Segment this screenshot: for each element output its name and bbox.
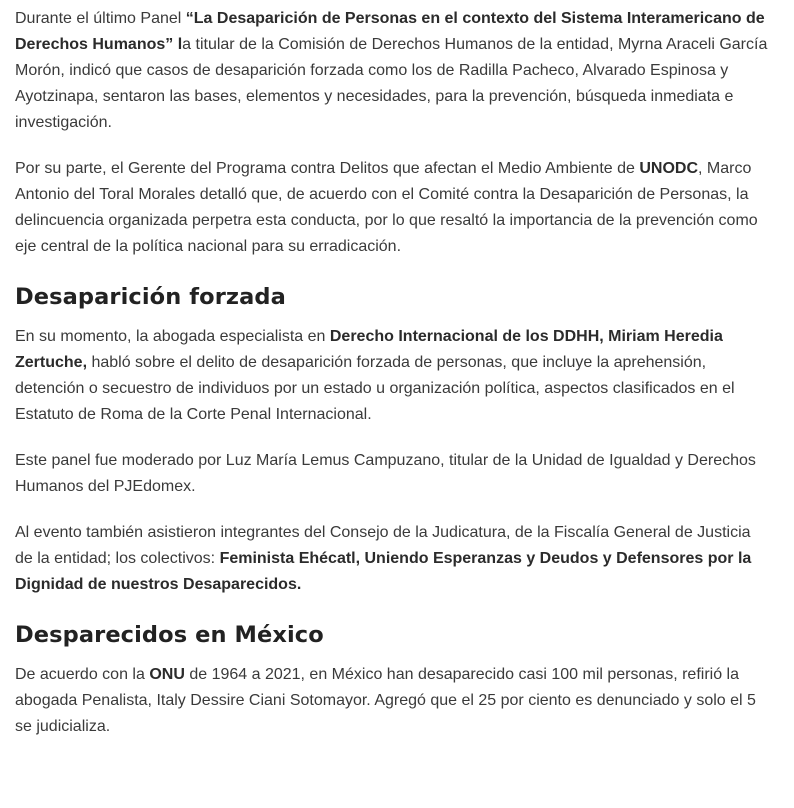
paragraph-heredia	[15, 324, 770, 428]
paragraph-text: Durante el último Panel	[15, 10, 186, 27]
section-heading-desaparicion-forzada: Desaparición forzada	[15, 284, 286, 310]
onu-bold: ONU	[149, 666, 185, 683]
paragraph-text: a titular de la Comisión de Derechos Humanos de la entidad, Myrna Araceli García Morón, indicó que casos de desaparición forzada como los de Radilla Pacheco, Alvarado Espinosa y Ayotzinapa, sentaron las bases, elementos y necesidades, para la prevención, búsqueda inmediata e investigación.	[15, 36, 768, 131]
paragraph-text: En su momento, la abogada especialista en	[15, 328, 330, 345]
paragraph-attendees	[15, 520, 770, 598]
panel-title-bold: “La Desaparición de Personas en el contexto del Sistema Interamericano de Derechos Humanos” l	[15, 10, 765, 53]
paragraph-text: Por su parte, el Gerente del Programa contra Delitos que afectan el Medio Ambiente de	[15, 160, 640, 177]
paragraph-text: Al evento también asistieron integrantes del Consejo de la Judicatura, de la Fiscalía General de Justicia de la entidad; los colectivos:	[15, 524, 751, 567]
paragraph-text: habló sobre el delito de desaparición forzada de personas, que incluye la aprehensión, detención o secuestro de individuos por un estado u organización política, aspectos clasificados en el Estatuto de Roma de la Corte Penal Internacional.	[15, 354, 735, 423]
paragraph-moderator	[15, 448, 770, 500]
paragraph-text: , Marco Antonio del Toral Morales detalló que, de acuerdo con el Comité contra la Desaparición de Personas, la delincuencia organizada perpetra esta conducta, por lo que resaltó la importancia de la prevención como eje central de la política nacional para su erradicación.	[15, 160, 758, 255]
section-heading-desparecidos-mexico: Desparecidos en México	[15, 622, 324, 648]
paragraph-text: de 1964 a 2021, en México han desaparecido casi 100 mil personas, refirió la abogada Penalista, Italy Dessire Ciani Sotomayor. Agregó que el 25 por ciento es denunciado y solo el 5 se judicializa.	[15, 666, 756, 735]
paragraph-unodc	[15, 156, 770, 260]
speaker-bold: Derecho Internacional de los DDHH, Miriam Heredia Zertuche,	[15, 328, 723, 371]
paragraph-text: De acuerdo con la	[15, 666, 150, 683]
paragraph-text: Este panel fue moderado por Luz María Lemus Campuzano, titular de la Unidad de Igualdad y Derechos Humanos del PJEdomex.	[15, 452, 756, 495]
paragraph-panel-intro	[15, 6, 770, 136]
paragraph-onu	[15, 662, 770, 740]
unodc-bold: UNODC	[639, 160, 699, 177]
collectives-bold: Feminista Ehécatl, Uniendo Esperanzas y Deudos y Defensores por la Dignidad de nuestros Desaparecidos.	[15, 550, 752, 593]
